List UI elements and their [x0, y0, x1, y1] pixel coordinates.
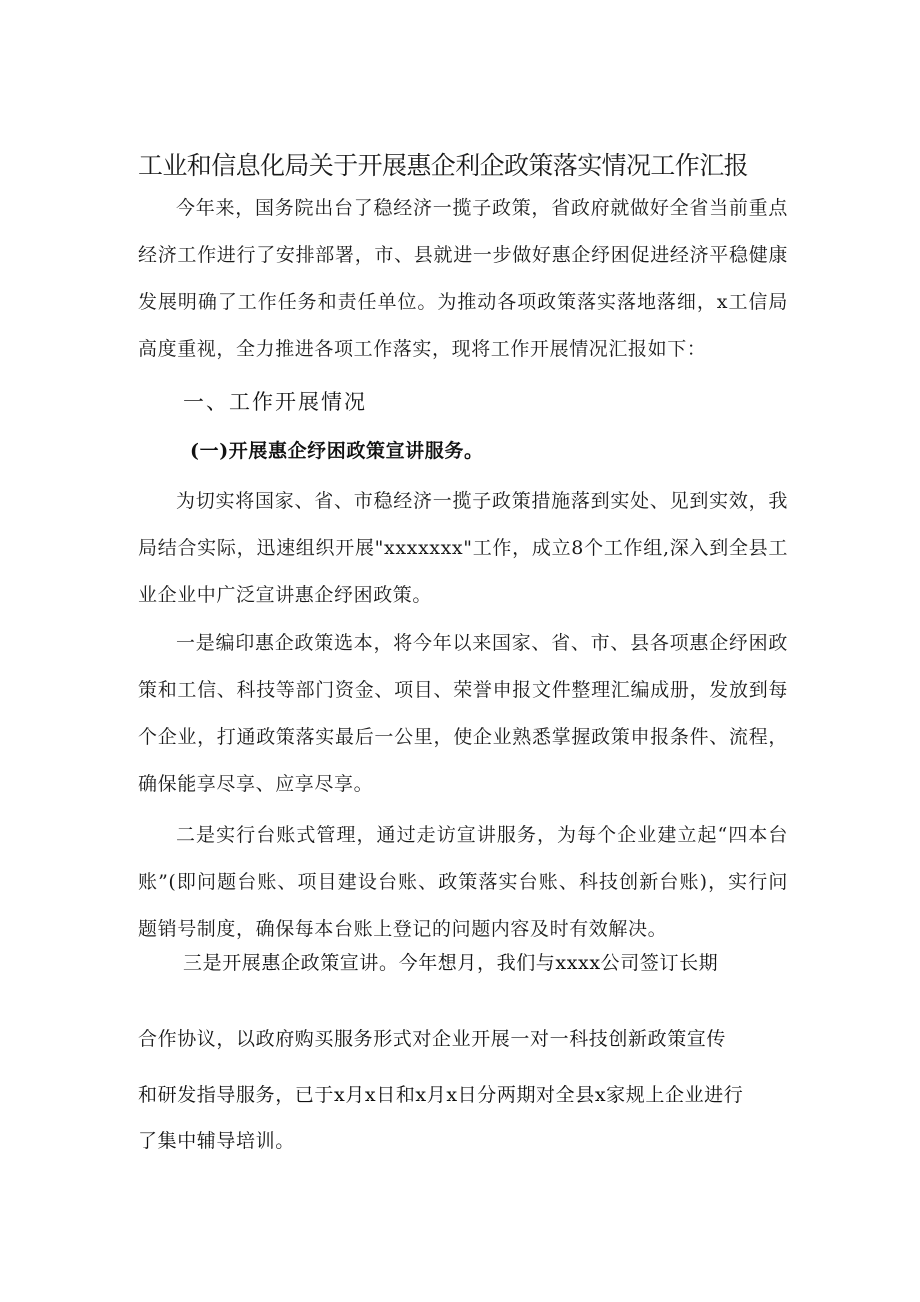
ledger-management-paragraph: 二是实行台账式管理，通过走访宣讲服务，为每个企业建立起“四本台账”(即问题台账、项目建设台账、政策落实台账、科技创新台账)，实行问题销号制度，确保每本台账上登记的问题内容及时有效解决。 — [138, 824, 788, 940]
policy-lecture-line-2: 合作协议，以政府购买服务形式对企业开展一对一科技创新政策宣传 — [138, 1028, 727, 1050]
intro-paragraph: 今年来，国务院出台了稳经济一揽子政策，省政府就做好全省当前重点经济工作进行了安排部署，市、县就进一步做好惠企纾困促进经济平稳健康发展明确了工作任务和责任单位。为推动各项政策落实落地落细，x工信局高度重视，全力推进各项工作落实，现将工作开展情况汇报如下： — [138, 197, 788, 360]
policy-lecture-line-1: 三是开展惠企政策宣讲。今年想月，我们与xxxx公司签订长期 — [183, 952, 719, 974]
policy-promotion-paragraph: 为切实将国家、省、市稳经济一揽子政策措施落到实处、见到实效，我局结合实际，迅速组织开展"xxxxxxx"工作，成立8个工作组,深入到全县工业企业中广泛宣讲惠企纾困政策。 — [138, 490, 788, 606]
policy-lecture-line-3: 和研发指导服务，已于x月x日和x月x日分两期对全县x家规上企业进行 — [138, 1084, 744, 1106]
policy-lecture-line-4: 了集中辅导培训。 — [138, 1130, 295, 1152]
policy-compilation-paragraph: 一是编印惠企政策选本，将今年以来国家、省、市、县各项惠企纾困政策和工信、科技等部门资金、项目、荣誉申报文件整理汇编成册，发放到每个企业，打通政策落实最后一公里，使企业熟悉掌握政策申报条件、流程，确保能享尽享、应享尽享。 — [138, 632, 788, 795]
document-title: 工业和信息化局关于开展惠企利企政策落实情况工作汇报 — [138, 151, 749, 180]
subsection-heading-policy-promotion: (一)开展惠企纾困政策宣讲服务。 — [190, 440, 484, 462]
section-heading-work-status: 一、工作开展情况 — [183, 390, 367, 414]
